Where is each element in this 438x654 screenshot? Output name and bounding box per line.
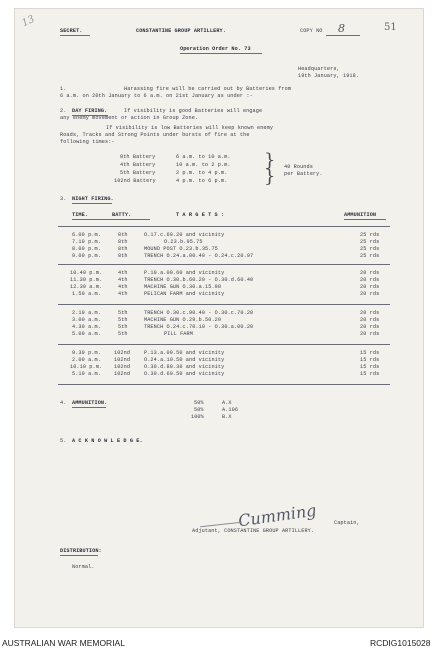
row-batty: 5th — [118, 310, 128, 316]
row-time: 4.30 a.m. — [72, 324, 101, 330]
row-target: MACHINE GUN O.30.a.15.90 — [144, 284, 222, 290]
ammo-percent: 50% — [194, 407, 204, 413]
rounds-line1: 40 Rounds — [284, 164, 313, 170]
row-batty: 4th — [118, 277, 128, 283]
document-title: CONSTANTINE GROUP ARTILLERY. — [136, 28, 226, 34]
headquarters-label: Headquarters, — [298, 66, 340, 72]
row-target: TRENCH O.24.a.00.40 - O.24.c.20.97 — [144, 253, 254, 259]
row-batty: 102nd — [114, 357, 131, 363]
ammo-percent: 50% — [194, 400, 204, 406]
schedule-time: 6 a.m. to 10 a.m. — [176, 154, 231, 160]
rounds-line2: per Battery. — [284, 171, 323, 177]
col-header-batty: BATTY. — [112, 212, 132, 218]
para4-number: 4. — [60, 400, 67, 406]
row-ammo: 25 rds — [360, 232, 380, 238]
row-ammo: 15 rds — [360, 350, 380, 356]
footer-archive-name: AUSTRALIAN WAR MEMORIAL — [2, 638, 125, 648]
row-batty: 8th — [118, 239, 128, 245]
row-time: 9.00 p.m. — [72, 253, 101, 259]
row-ammo: 25 rds — [360, 253, 380, 259]
row-target: MACHINE GUN O.29.b.50.20 — [144, 317, 222, 323]
row-ammo: 15 rds — [360, 357, 380, 363]
table-rule — [58, 384, 390, 385]
row-time: 2.10 a.m. — [72, 310, 101, 316]
order-title: Operation Order No. 73 — [180, 46, 251, 52]
row-time: 8.00 p.m. — [72, 246, 101, 252]
row-batty: 8th — [118, 253, 128, 259]
row-ammo: 20 rds — [360, 284, 380, 290]
schedule-battery: 5th Battery — [120, 170, 156, 176]
row-target: PELICAN FARM and vicinity — [144, 291, 225, 297]
order-title-underline — [180, 53, 262, 54]
row-target: O.23.b.95.75 — [164, 239, 203, 245]
row-target: O.30.d.60.50 and vicinity — [144, 371, 225, 377]
ammo-type: A.X — [222, 400, 232, 406]
row-target: O.30.d.80.30 and vicinity — [144, 364, 225, 370]
para2-line4: Roads, Tracks and Strong Points under bursts of fire at the — [60, 132, 250, 138]
ammo-percent: 100% — [191, 414, 204, 420]
row-batty: 5th — [118, 324, 128, 330]
para2-line3: If visibility is low Batteries will keep known enemy — [106, 125, 274, 131]
row-target: TRENCH O.30.c.90.40 - O.30.c.70.20 — [144, 310, 254, 316]
para2-heading: DAY FIRING. — [72, 108, 108, 114]
row-target: P.13.a.00.50 and vicinity — [144, 350, 225, 356]
distribution-label: DISTRIBUTION: — [60, 548, 102, 554]
row-time: 5.00 a.m. — [72, 331, 101, 337]
schedule-brace-bottom: } — [264, 166, 276, 187]
footer-record-id: RCDIG1015028 — [370, 638, 431, 648]
row-ammo: 20 rds — [360, 324, 380, 330]
row-ammo: 20 rds — [360, 310, 380, 316]
row-ammo: 25 rds — [360, 239, 380, 245]
folio-number: 51 — [384, 22, 397, 33]
row-batty: 5th — [118, 317, 128, 323]
row-target: P.19.a.00.60 and vicinity — [144, 270, 225, 276]
copy-number: 8 — [338, 22, 345, 35]
row-target: O.17.c.60.20 and vicinity — [144, 232, 225, 238]
para2-number: 2. — [60, 108, 67, 114]
row-time: 1.50 a.m. — [72, 291, 101, 297]
col-header-underline — [72, 219, 150, 220]
para5-number: 5. — [60, 438, 67, 444]
row-ammo: 15 rds — [360, 364, 380, 370]
distribution-underline — [60, 555, 98, 556]
row-time: 10.10 p.m. — [70, 364, 103, 370]
copy-number-underline — [326, 35, 360, 36]
schedule-time: 4 p.m. to 6 p.m. — [176, 178, 228, 184]
row-ammo: 20 rds — [360, 277, 380, 283]
col-header-underline — [344, 219, 386, 220]
signature-stroke — [200, 522, 242, 527]
para3-heading-underline — [72, 203, 112, 204]
row-time: 7.10 p.m. — [72, 239, 101, 245]
document-page — [14, 8, 424, 628]
row-ammo: 25 rds — [360, 246, 380, 252]
schedule-brace-top: } — [264, 150, 276, 171]
row-batty: 102nd — [114, 350, 131, 356]
order-date: 19th January, 1918. — [298, 73, 360, 79]
row-time: 10.40 p.m. — [70, 270, 103, 276]
row-ammo: 20 rds — [360, 270, 380, 276]
schedule-battery: 102nd Battery — [114, 178, 156, 184]
row-batty: 8th — [118, 232, 128, 238]
row-batty: 4th — [118, 270, 128, 276]
para4-heading: AMMUNITION. — [72, 400, 108, 406]
row-time: 6.00 p.m. — [72, 232, 101, 238]
row-batty: 4th — [118, 291, 128, 297]
row-time: 5.10 a.m. — [72, 371, 101, 377]
row-target: MOUND POST O.23.b.35.75 — [144, 246, 218, 252]
para3-heading: NIGHT FIRING. — [72, 196, 114, 202]
table-rule — [58, 304, 390, 305]
para2-line1: If visibility is good Batteries will engage — [124, 108, 263, 114]
row-time: 3.00 a.m. — [72, 317, 101, 323]
row-batty: 5th — [118, 331, 128, 337]
copy-label: COPY NO — [300, 28, 323, 34]
row-target: TRENCH O.30.b.60.20 - O.30.d.60.40 — [144, 277, 254, 283]
row-target: PILL FARM — [164, 331, 193, 337]
row-target: O.24.a.10.50 and vicinity — [144, 357, 225, 363]
row-batty: 102nd — [114, 371, 131, 377]
row-ammo: 15 rds — [360, 371, 380, 377]
row-time: 11.30 p.m. — [70, 277, 103, 283]
signature-rank: Captain, — [334, 520, 360, 526]
para5-heading: A C K N O W L E D G E. — [72, 438, 143, 444]
margin-page-number: 13 — [20, 13, 37, 30]
row-ammo: 20 rds — [360, 291, 380, 297]
para4-heading-underline — [72, 407, 106, 408]
row-batty: 4th — [118, 284, 128, 290]
table-rule — [58, 344, 390, 345]
col-header-ammunition: AMMUNITION — [344, 212, 377, 218]
col-header-targets: T A R G E T S : — [176, 212, 225, 218]
para1-number: 1. — [60, 86, 67, 92]
row-time: 12.30 a.m. — [70, 284, 103, 290]
para2-line5: following times:- — [60, 139, 115, 145]
row-time: 2.00 a.m. — [72, 357, 101, 363]
classification-mark: SECRET. — [60, 28, 83, 34]
para1-line1: Harassing fire will be carried out by Batteries from — [124, 86, 292, 92]
para2-line2: any enemy movement or action in Group Zone. — [60, 115, 199, 121]
classification-underline — [60, 35, 90, 36]
row-batty: 102nd — [114, 364, 131, 370]
row-batty: 8th — [118, 246, 128, 252]
ammo-type: A.106 — [222, 407, 239, 413]
distribution-value: Normal. — [72, 564, 95, 570]
schedule-battery: 8th Battery — [120, 154, 156, 160]
para1-line2: 6 a.m. on 20th January to 6 a.m. on 21st January as under :- — [60, 93, 253, 99]
signature-line: Adjutant, CONSTANTINE GROUP ARTILLERY. — [192, 528, 315, 534]
ammo-type: B.X — [222, 414, 232, 420]
col-header-time: TIME. — [72, 212, 89, 218]
row-time: 9.30 p.m. — [72, 350, 101, 356]
table-rule — [58, 264, 390, 265]
row-ammo: 20 rds — [360, 331, 380, 337]
table-rule — [58, 226, 390, 227]
para3-number: 3. — [60, 196, 67, 202]
schedule-time: 10 a.m. to 2 p.m. — [176, 162, 231, 168]
row-ammo: 20 rds — [360, 317, 380, 323]
handwritten-signature: Cumming — [237, 500, 318, 531]
schedule-battery: 4th Battery — [120, 162, 156, 168]
row-target: TRENCH O.24.c.70.10 - O.30.a.00.20 — [144, 324, 254, 330]
schedule-time: 2 p.m. to 4 p.m. — [176, 170, 228, 176]
